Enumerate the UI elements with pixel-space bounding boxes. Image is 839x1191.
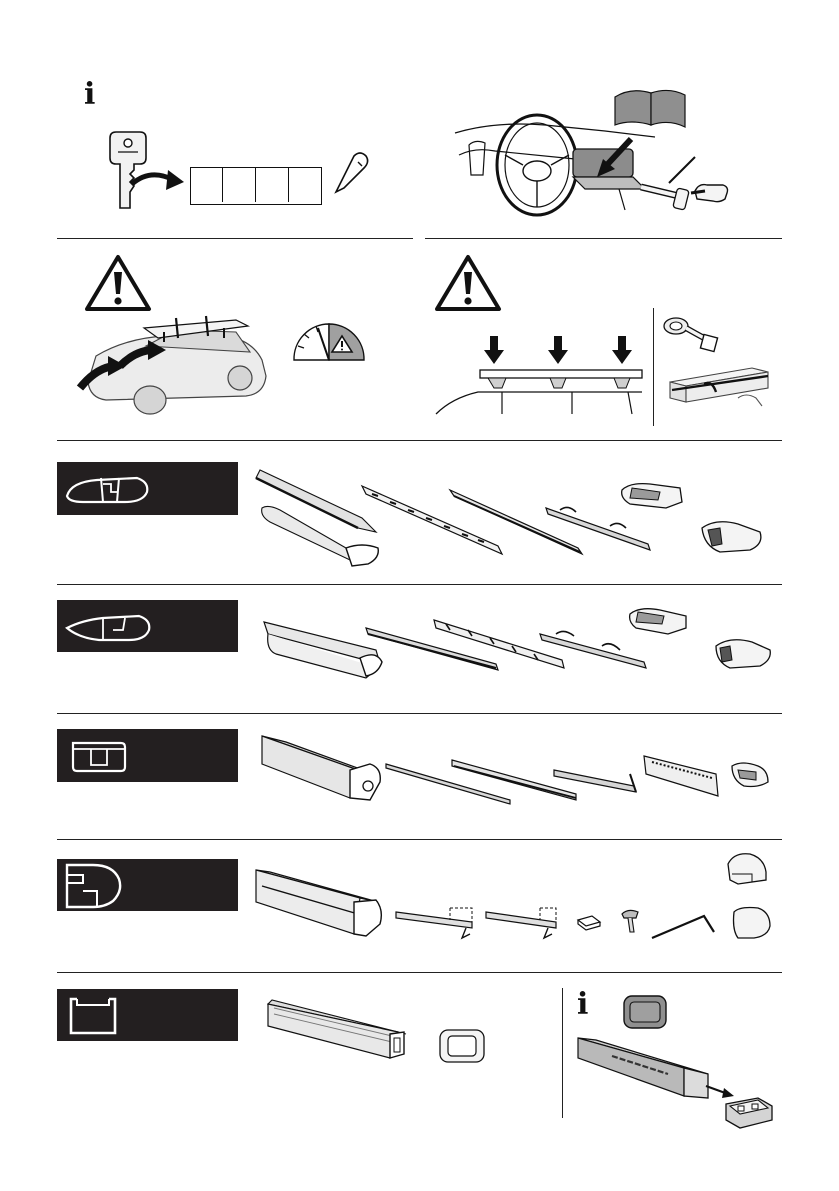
car-dashboard-illustration xyxy=(455,85,785,220)
squarebar-profile-panel xyxy=(57,989,238,1041)
key-code-cell xyxy=(290,168,322,202)
key-code-cell xyxy=(257,168,289,202)
end-cap-icon xyxy=(622,994,668,1030)
car-with-load-illustration xyxy=(66,306,276,418)
divider xyxy=(653,308,654,426)
squarebar-end-cap-removal-illustration xyxy=(572,1034,782,1130)
divider xyxy=(425,238,782,239)
divider xyxy=(57,839,782,840)
load-distribution-illustration xyxy=(432,332,654,420)
squarebar-parts-illustration xyxy=(264,994,504,1074)
divider xyxy=(57,584,782,585)
key-code-cell xyxy=(224,168,256,202)
info-icon: i xyxy=(577,987,589,1022)
warning-triangle-icon xyxy=(434,254,502,312)
pen-icon xyxy=(332,150,372,196)
strap-illustration xyxy=(660,306,772,422)
key-code-boxes xyxy=(190,167,322,205)
arrow-to-code-icon xyxy=(128,162,188,198)
slotted-bar-profile-icon xyxy=(63,861,133,909)
squarebar-profile-icon xyxy=(67,995,119,1037)
slotted-bar-profile-panel xyxy=(57,859,238,911)
slotted-bar-parts-illustration xyxy=(254,850,780,945)
warning-triangle-icon xyxy=(84,254,152,312)
wingbar-evo-parts-illustration xyxy=(256,606,776,684)
speed-gauge-warning-icon xyxy=(290,312,368,362)
wingbar-evo-profile-icon xyxy=(63,610,153,644)
divider xyxy=(57,238,413,239)
wingbar-edge-parts-illustration xyxy=(250,468,770,570)
probar-profile-panel xyxy=(57,729,238,782)
wingbar-evo-profile-panel xyxy=(57,600,238,652)
key-code-cell xyxy=(191,168,223,202)
divider xyxy=(57,440,782,441)
divider xyxy=(562,988,563,1118)
info-icon: i xyxy=(84,77,96,112)
divider xyxy=(57,972,782,973)
wingbar-edge-profile-icon xyxy=(63,472,153,506)
probar-profile-icon xyxy=(69,737,129,775)
wingbar-edge-profile-panel xyxy=(57,462,238,515)
probar-parts-illustration xyxy=(258,730,778,808)
divider xyxy=(57,713,782,714)
